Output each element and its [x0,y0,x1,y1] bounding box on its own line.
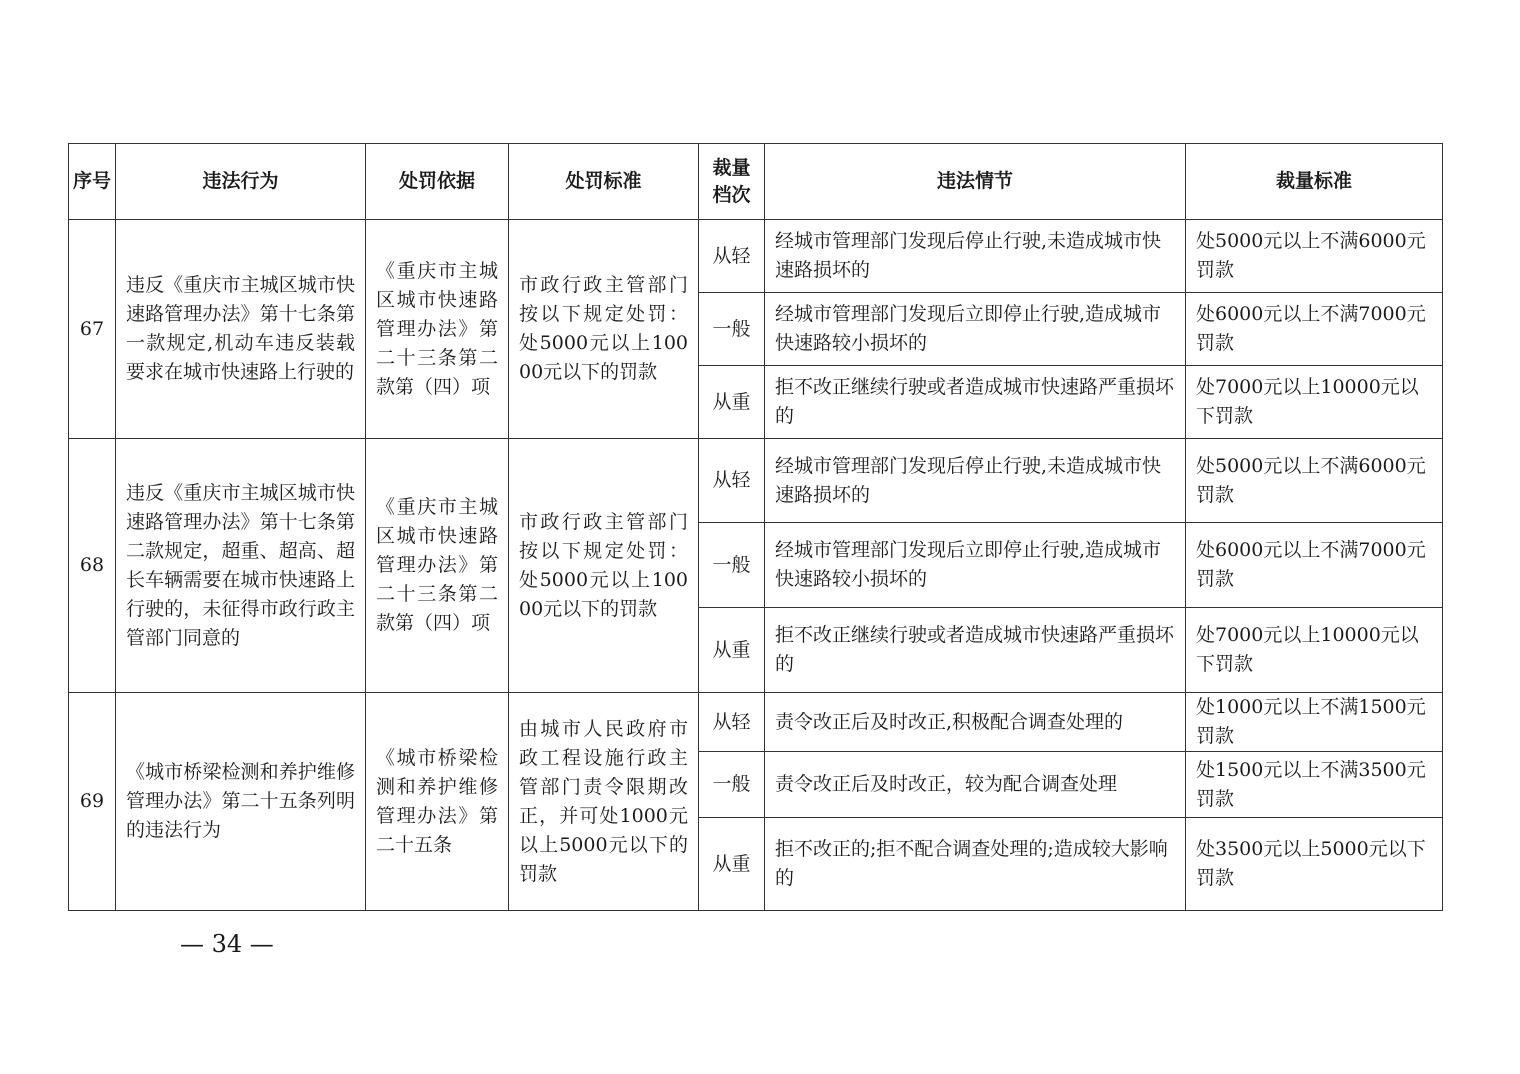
tier-circumstance: 责令改正后及时改正，较为配合调查处理 [765,752,1186,818]
tier-level: 从重 [699,818,765,911]
tier-discretion: 处1500元以上不满3500元罚款 [1186,752,1443,818]
tier-circumstance: 拒不改正继续行驶或者造成城市快速路严重损坏的 [765,366,1186,439]
header-level: 裁量档次 [699,144,765,220]
tier-discretion: 处5000元以上不满6000元罚款 [1186,220,1443,293]
tier-level: 从重 [699,366,765,439]
tier-circumstance: 经城市管理部门发现后停止行驶,未造成城市快速路损坏的 [765,220,1186,293]
tier-circumstance: 经城市管理部门发现后停止行驶,未造成城市快速路损坏的 [765,439,1186,523]
tier-level: 从轻 [699,439,765,523]
tier-level: 一般 [699,523,765,608]
row-basis: 《重庆市主城区城市快速路管理办法》第二十三条第二款第（四）项 [366,220,509,439]
tier-circumstance: 责令改正后及时改正,积极配合调查处理的 [765,693,1186,752]
tier-discretion: 处3500元以上5000元以下罚款 [1186,818,1443,911]
row-standard: 市政行政主管部门按以下规定处罚：处5000元以上10000元以下的罚款 [509,439,699,693]
tier-circumstance: 拒不改正的;拒不配合调查处理的;造成较大影响的 [765,818,1186,911]
tier-discretion: 处5000元以上不满6000元罚款 [1186,439,1443,523]
tier-circumstance: 经城市管理部门发现后立即停止行驶,造成城市快速路较小损坏的 [765,293,1186,366]
row-basis: 《城市桥梁检测和养护维修管理办法》第二十五条 [366,693,509,911]
header-standard: 处罚标准 [509,144,699,220]
table-row [69,220,1443,293]
header-seq: 序号 [69,144,116,220]
header-violation: 违法行为 [116,144,366,220]
row-seq: 67 [69,220,116,439]
row-seq: 69 [69,693,116,911]
page-number: — 34 — [180,930,274,958]
row-violation: 违反《重庆市主城区城市快速路管理办法》第十七条第二款规定，超重、超高、超长车辆需要在城市快速路上行驶的，未征得市政行政主管部门同意的 [116,439,366,693]
tier-discretion: 处6000元以上不满7000元罚款 [1186,523,1443,608]
tier-level: 一般 [699,752,765,818]
tier-discretion: 处7000元以上10000元以下罚款 [1186,608,1443,693]
tier-level: 从轻 [699,220,765,293]
tier-level: 从重 [699,608,765,693]
row-standard: 由城市人民政府市政工程设施行政主管部门责令限期改正，并可处1000元以上5000元以下的罚款 [509,693,699,911]
tier-level: 一般 [699,293,765,366]
row-violation: 《城市桥梁检测和养护维修管理办法》第二十五条列明的违法行为 [116,693,366,911]
row-basis: 《重庆市主城区城市快速路管理办法》第二十三条第二款第（四）项 [366,439,509,693]
table-row [69,693,1443,752]
header-circumstance: 违法情节 [765,144,1186,220]
row-standard: 市政行政主管部门按以下规定处罚：处5000元以上10000元以下的罚款 [509,220,699,439]
tier-circumstance: 经城市管理部门发现后立即停止行驶,造成城市快速路较小损坏的 [765,523,1186,608]
header-basis: 处罚依据 [366,144,509,220]
header-row [69,144,1443,220]
tier-discretion: 处6000元以上不满7000元罚款 [1186,293,1443,366]
row-seq: 68 [69,439,116,693]
discretion-table [68,143,1443,911]
table-row [69,439,1443,523]
tier-discretion: 处1000元以上不满1500元罚款 [1186,693,1443,752]
tier-circumstance: 拒不改正继续行驶或者造成城市快速路严重损坏的 [765,608,1186,693]
tier-discretion: 处7000元以上10000元以下罚款 [1186,366,1443,439]
tier-level: 从轻 [699,693,765,752]
header-discretion: 裁量标准 [1186,144,1443,220]
row-violation: 违反《重庆市主城区城市快速路管理办法》第十七条第一款规定,机动车违反装载要求在城市快速路上行驶的 [116,220,366,439]
